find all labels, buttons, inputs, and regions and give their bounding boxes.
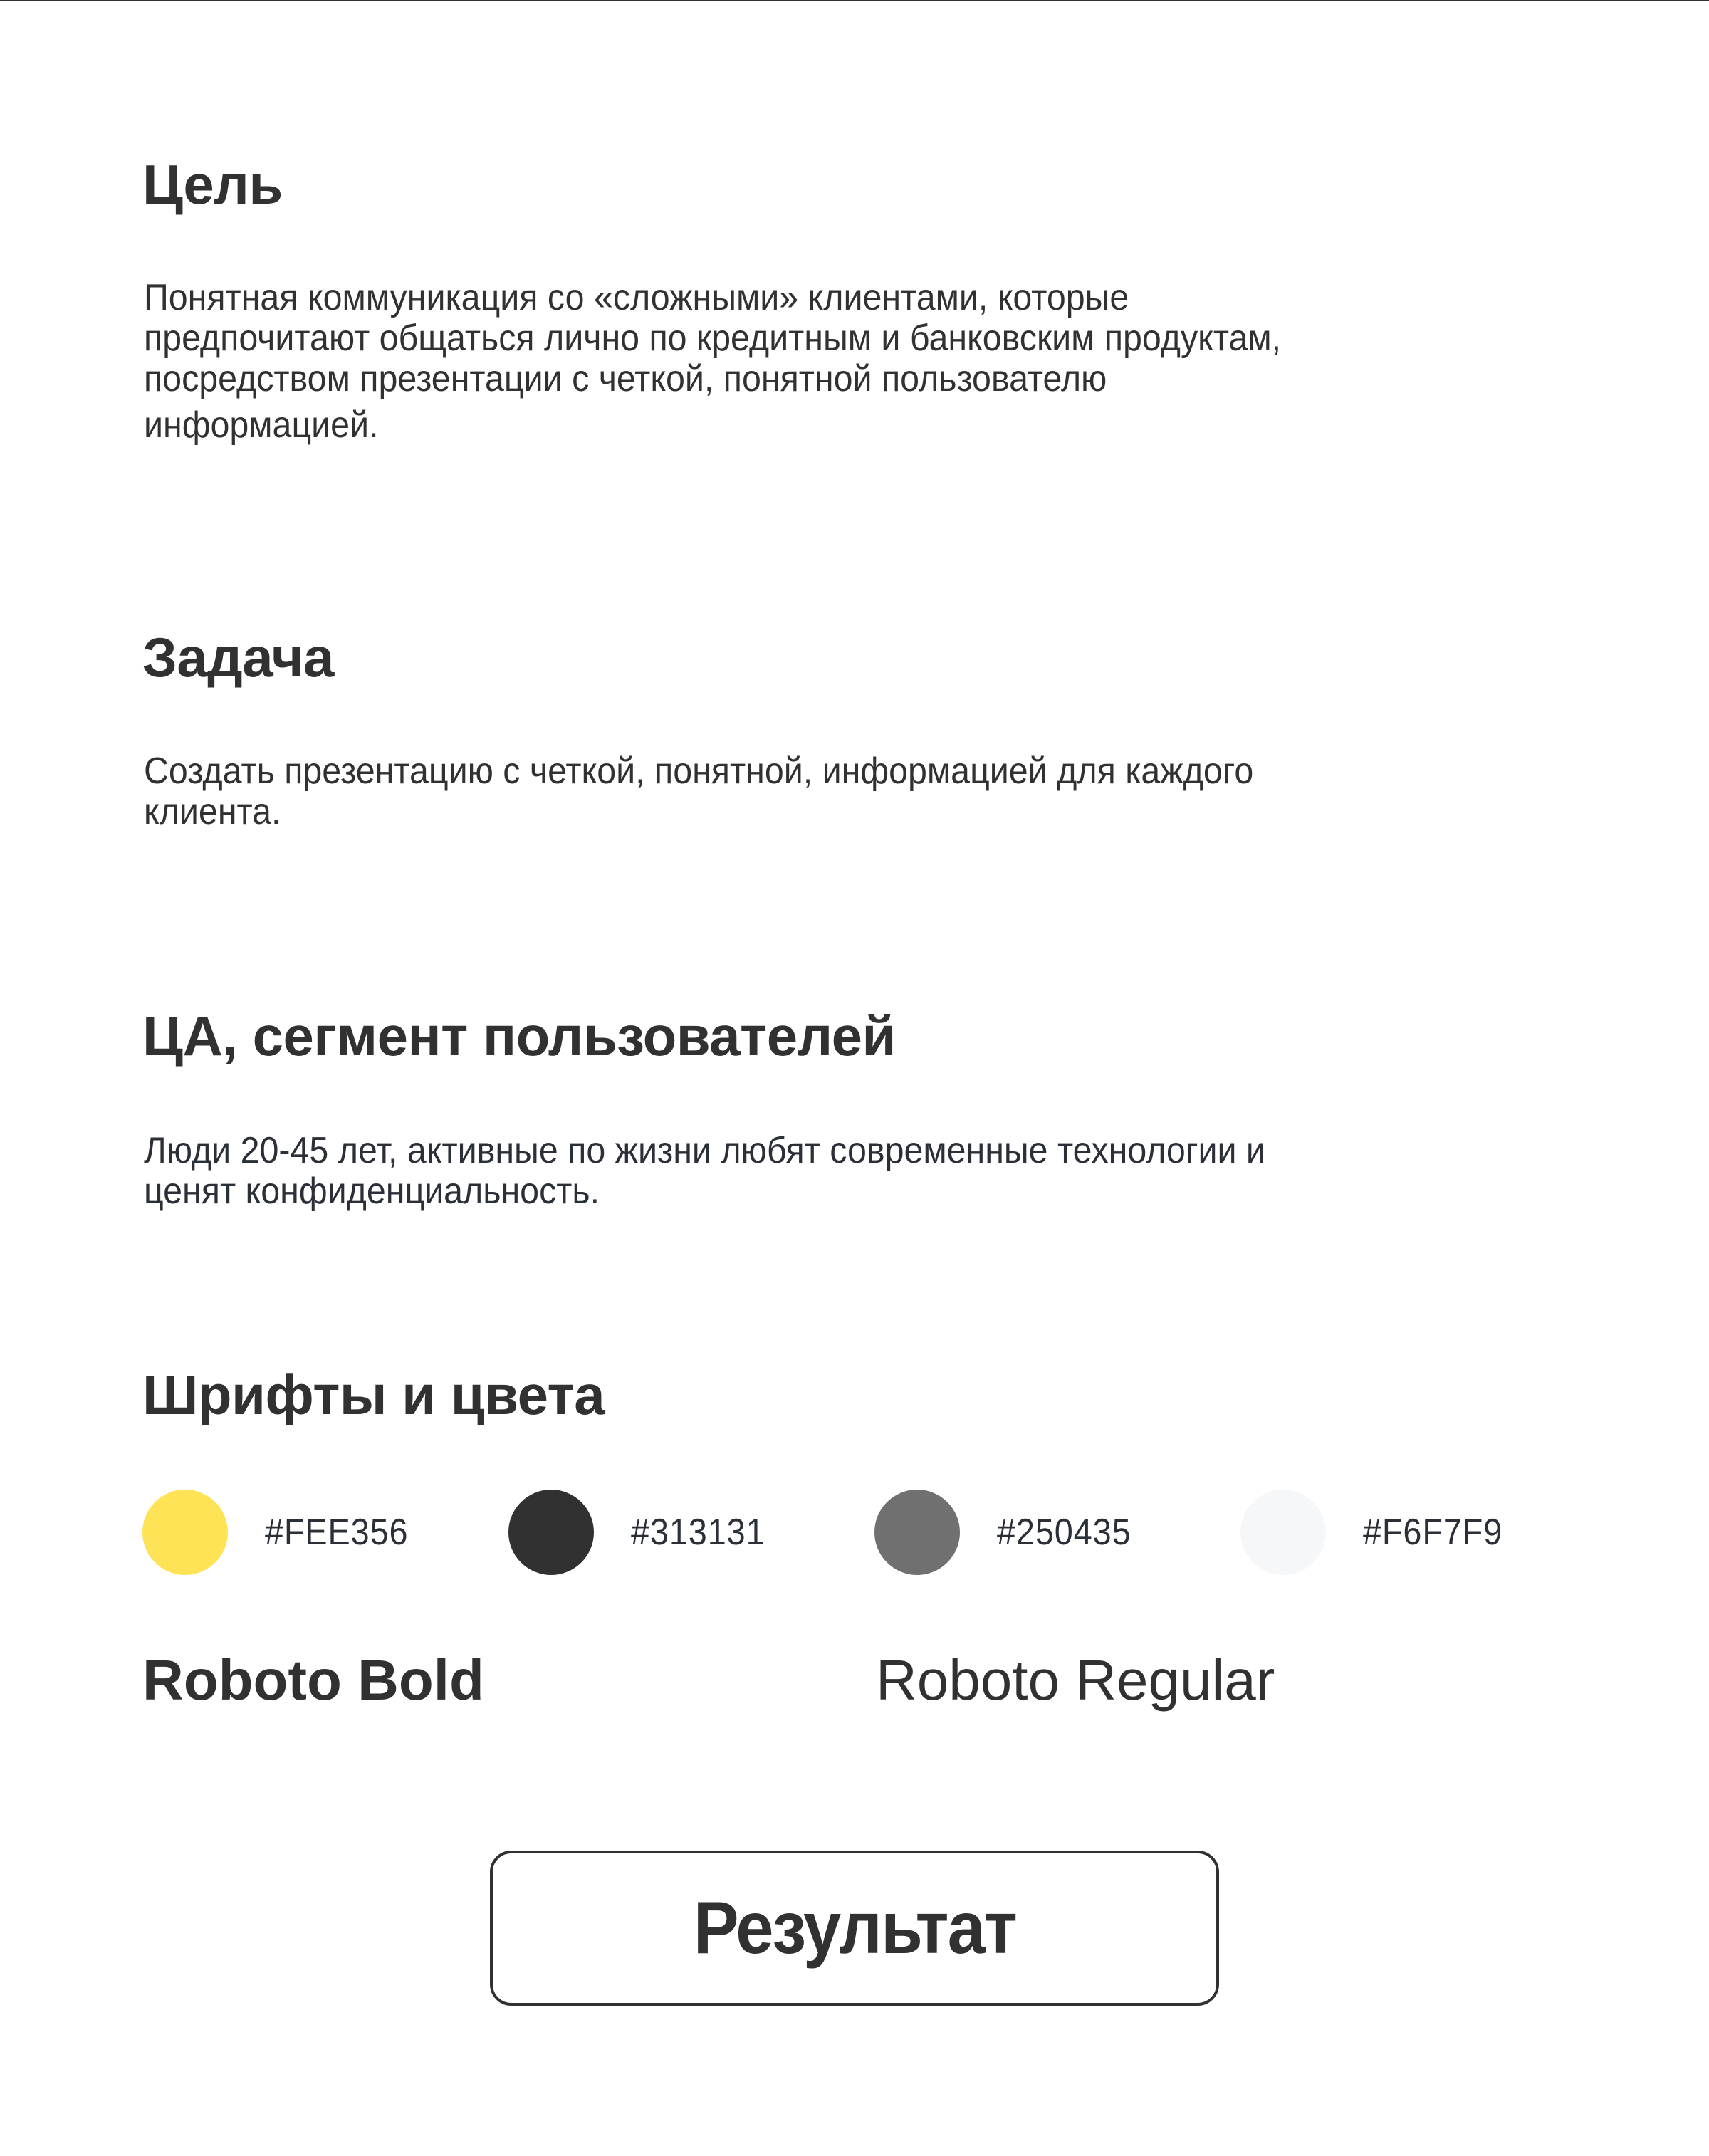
result-button[interactable]: [490, 1851, 1219, 2006]
fonts-colors-title: Шрифты и цвета: [142, 1364, 605, 1426]
font-sample-bold: Roboto Bold: [142, 1648, 484, 1712]
audience-title: ЦА, сегмент пользователей: [142, 1005, 896, 1067]
goal-line: Понятная коммуникация со «сложными» клиентами, которые: [144, 277, 1129, 318]
color-hex-label: #F6F7F9: [1363, 1512, 1503, 1553]
goal-title: Цель: [142, 153, 283, 216]
color-swatch-dark: [508, 1490, 780, 1575]
result-button-label: Результат: [693, 1886, 1016, 1969]
color-circle-icon: [1240, 1490, 1326, 1575]
goal-line: информацией.: [144, 404, 379, 446]
color-swatch-gray: [874, 1490, 1146, 1575]
color-hex-label: #FEE356: [265, 1512, 409, 1553]
color-circle-icon: [874, 1490, 960, 1575]
audience-line: Люди 20-45 лет, активные по жизни любят современные технологии и: [144, 1130, 1265, 1171]
color-palette: [142, 1490, 1638, 1575]
audience-description: [144, 1131, 1468, 1212]
task-line: Создать презентацию с четкой, понятной, информацией для каждого: [144, 750, 1254, 792]
goal-line: предпочитают общаться лично по кредитным и банковским продуктам,: [144, 318, 1282, 359]
font-sample-regular: Roboto Regular: [876, 1648, 1275, 1712]
color-hex-label: #250435: [997, 1512, 1132, 1553]
task-description: [144, 751, 1468, 832]
color-circle-icon: [142, 1490, 228, 1575]
audience-line: ценят конфиденциальность.: [144, 1171, 600, 1212]
goal-description: [144, 278, 1468, 446]
color-swatch-light: [1240, 1490, 1518, 1575]
color-hex-label: #313131: [631, 1512, 765, 1553]
color-swatch-yellow: [142, 1490, 424, 1575]
task-title: Задача: [142, 626, 334, 689]
goal-line: посредством презентации с четкой, понятной пользователю: [144, 358, 1107, 399]
task-line: клиента.: [144, 791, 281, 832]
color-circle-icon: [508, 1490, 594, 1575]
